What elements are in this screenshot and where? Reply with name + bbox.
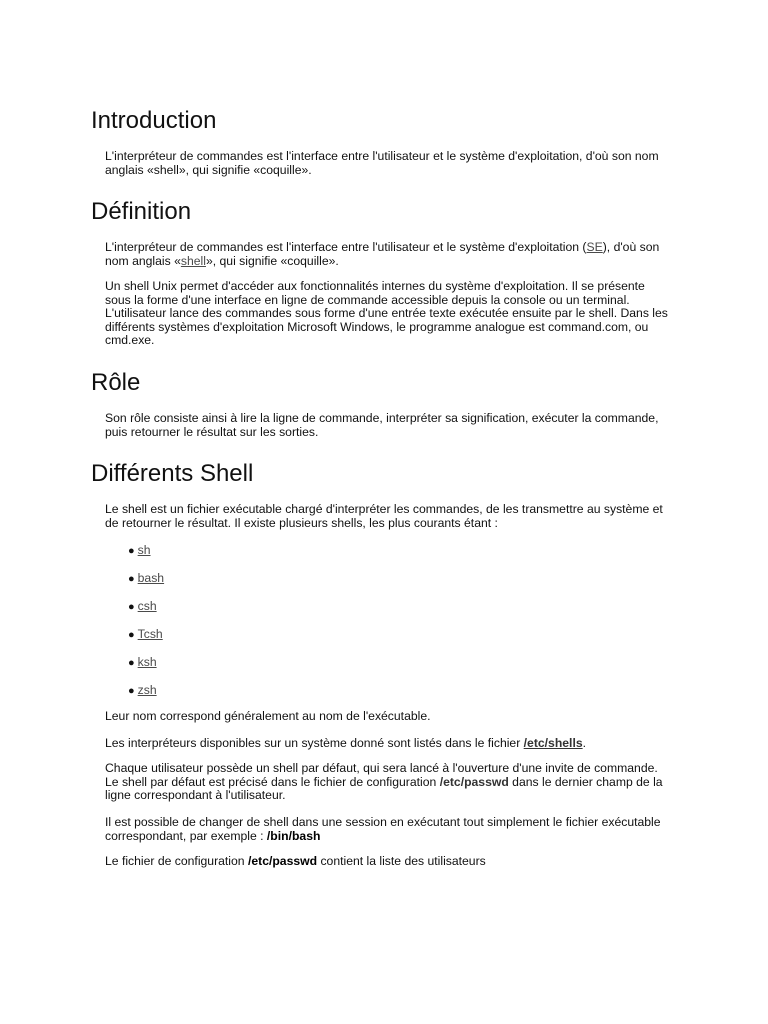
shells-intro-paragraph: Le shell est un fichier exécutable chargé d'interpréter les commandes, de les transmettre au système et de retourner le résultat. Il existe plusieurs shells, les plus courants étant :	[105, 502, 663, 530]
link-sh[interactable]: sh	[137, 543, 151, 557]
path-etc-passwd: /etc/passwd	[439, 774, 509, 789]
bullet-icon: ●	[128, 657, 135, 669]
definition-paragraph-2: Un shell Unix permet d'accéder aux fonctionnalités internes du système d'exploitation. Il se présente sous la forme d'une interface en ligne de commande accessible depuis la console ou un terminal. L'utilisateur lance des commandes sous forme d'une entrée texte exécutée ensuite par le shell. Dans les différents systèmes d'exploitation Microsoft Windows, le programme analogue est command.com, ou cmd.exe.	[105, 279, 668, 347]
link-etc-shells[interactable]: /etc/shells	[523, 736, 583, 750]
shell-list	[128, 543, 164, 711]
shells-config-paragraph: Le fichier de configuration /etc/passwd contient la liste des utilisateurs	[105, 854, 486, 868]
role-paragraph: Son rôle consiste ainsi à lire la ligne de commande, interpréter sa signification, exécuter la commande, puis retourner le résultat sur les sorties.	[105, 411, 659, 439]
link-bash[interactable]: bash	[137, 571, 165, 585]
shells-list-paragraph: Les interpréteurs disponibles sur un système donné sont listés dans le fichier /etc/shells.	[105, 736, 587, 750]
heading-introduction: Introduction	[91, 107, 217, 134]
link-ksh[interactable]: ksh	[137, 655, 157, 669]
intro-paragraph: L'interpréteur de commandes est l'interface entre l'utilisateur et le système d'exploitation, d'où son nom anglais «shell», qui signifie «coquille».	[105, 149, 659, 177]
list-item	[128, 683, 164, 711]
list-item	[128, 571, 164, 599]
link-zsh[interactable]: zsh	[137, 683, 157, 697]
shells-name-paragraph: Leur nom correspond généralement au nom de l'exécutable.	[105, 709, 431, 723]
link-tcsh[interactable]: Tcsh	[137, 627, 163, 641]
bullet-icon: ●	[128, 545, 135, 557]
heading-differents-shell: Différents Shell	[91, 460, 254, 487]
bullet-icon: ●	[128, 629, 135, 641]
path-bin-bash: /bin/bash	[266, 828, 321, 843]
shells-change-paragraph: Il est possible de changer de shell dans une session en exécutant tout simplement le fichier exécutable correspondant, par exemple : /bin/bash	[105, 815, 661, 843]
path-etc-passwd-2: /etc/passwd	[247, 854, 318, 868]
list-item	[128, 655, 164, 683]
definition-paragraph-1: L'interpréteur de commandes est l'interface entre l'utilisateur et le système d'exploitation (SE), d'où son nom anglais «shell», qui signifie «coquille».	[105, 240, 660, 268]
list-item	[128, 599, 164, 627]
heading-definition: Définition	[91, 198, 192, 225]
bullet-icon: ●	[128, 601, 135, 613]
link-csh[interactable]: csh	[137, 599, 157, 613]
link-se[interactable]: SE	[586, 240, 603, 254]
shells-default-paragraph: Chaque utilisateur possède un shell par défaut, qui sera lancé à l'ouverture d'une invite de commande. Le shell par défaut est précisé dans le fichier de configuration /etc/passwd dans le dernier champ de la ligne correspondant à l'utilisateur.	[105, 761, 663, 802]
link-shell[interactable]: shell	[180, 253, 206, 268]
list-item	[128, 543, 164, 571]
list-item	[128, 627, 164, 655]
bullet-icon: ●	[128, 685, 135, 697]
heading-role: Rôle	[91, 369, 141, 396]
bullet-icon: ●	[128, 573, 135, 585]
